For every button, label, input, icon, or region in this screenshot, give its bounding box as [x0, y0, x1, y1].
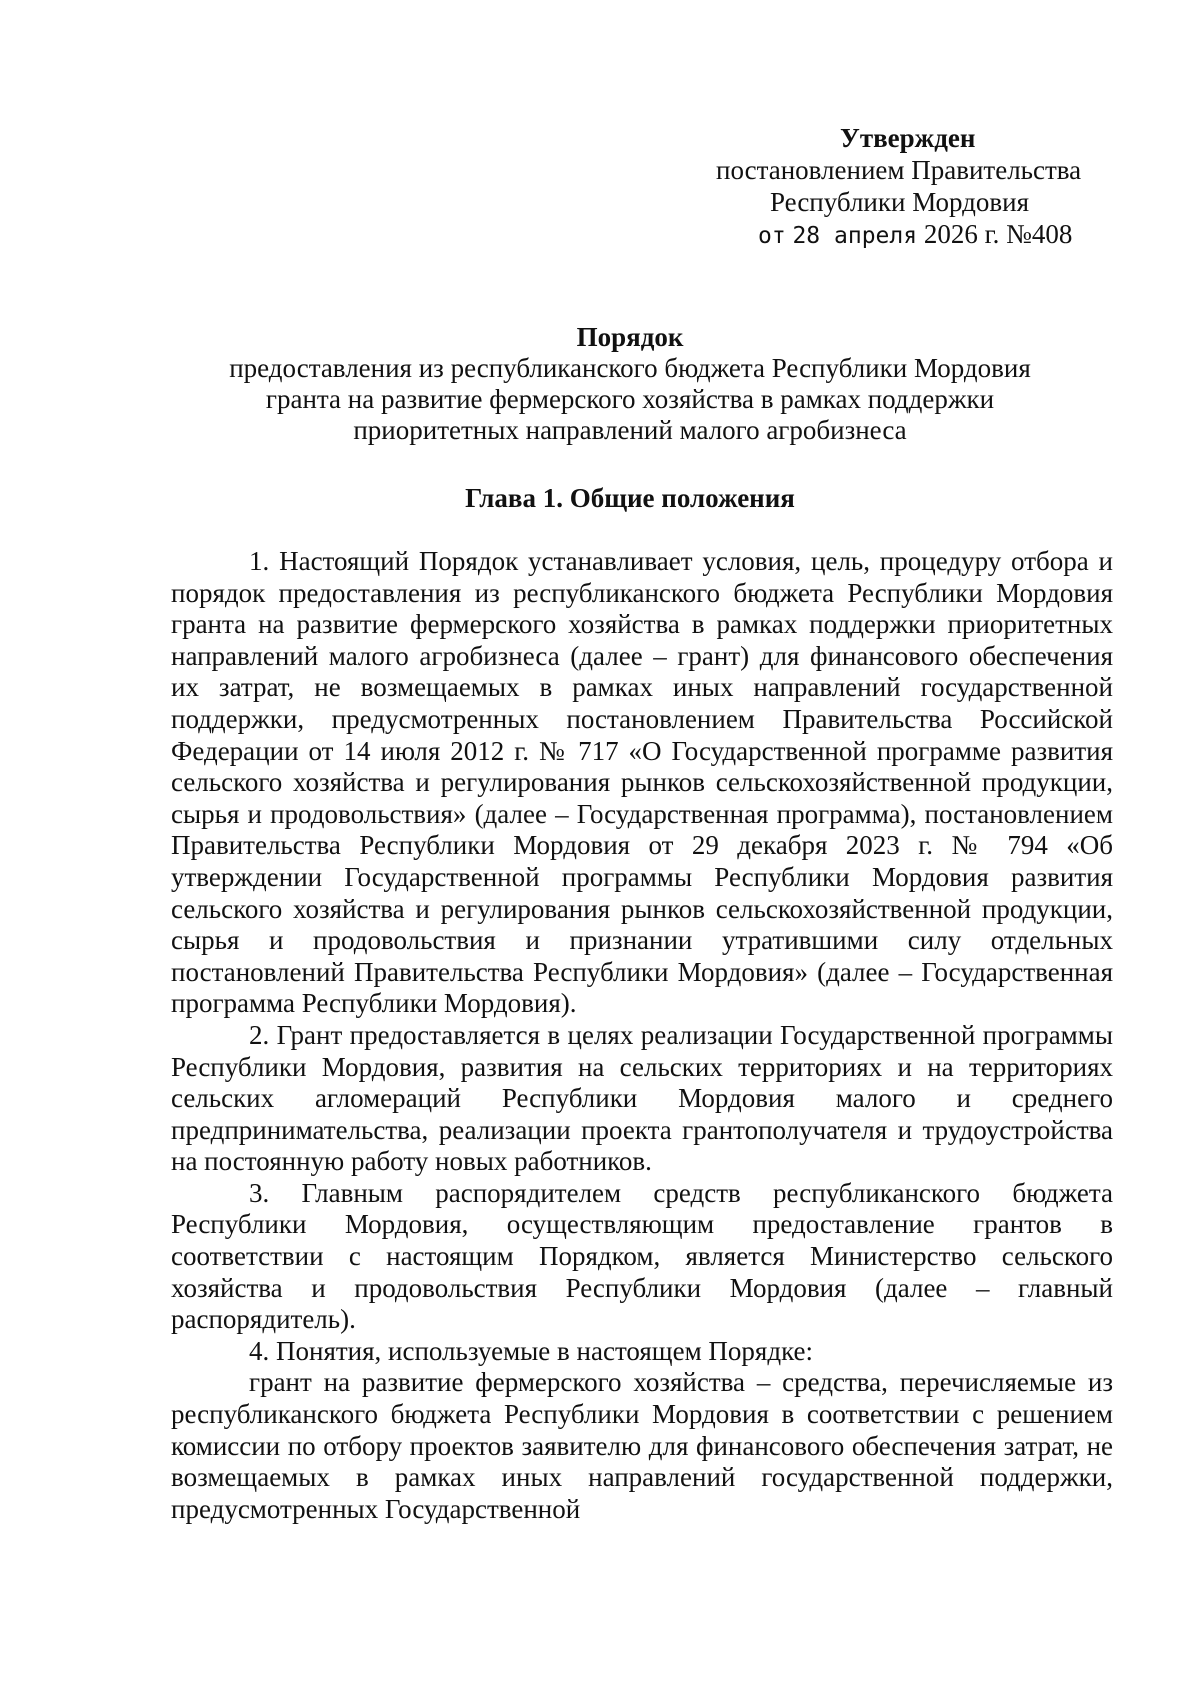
approval-date-day-month: 28 апреля: [792, 223, 918, 249]
paragraph-2: 2. Грант предоставляется в целях реализации Государственной программы Республики Мордовия, развития на сельских территориях и на территориях сельских агломераций Республики Мордовия малого и среднего предпринимательства, реализации проекта грантополучателя и трудоустройства на постоянную работу новых работников.: [171, 1019, 1113, 1177]
document-subtitle-line: гранта на развитие фермерского хозяйства в рамках поддержки: [265, 384, 995, 414]
chapter-heading: Глава 1. Общие положения: [465, 483, 795, 513]
paragraph-1: 1. Настоящий Порядок устанавливает условия, цель, процедуру отбора и порядок предоставления из республиканского бюджета Республики Мордовия гранта на развитие фермерского хозяйства в рамках поддержки приоритетных направлений малого агробизнеса (далее – грант) для финансового обеспечения их затрат, не возмещаемых в рамках иных направлений государственной поддержки, предусмотренных постановлением Правительства Российской Федерации от 14 июля 2012 г. № 717 «О Государственной программе развития сельского хозяйства и регулирования рынков сельскохозяйственной продукции, сырья и продовольствия» (далее – Государственная программа), постановлением Правительства Республики Мордовия от 29 декабря 2023 г. № 794 «Об утверждении Государственной программы Республики Мордовия развития сельского хозяйства и регулирования рынков сельскохозяйственной продукции, сырья и продовольствия и признании утратившими силу отдельных постановлений Правительства Республики Мордовия» (далее – Государственная программа Республики Мордовия).: [171, 546, 1113, 1019]
paragraph-3: 3. Главным распорядителем средств республиканского бюджета Республики Мордовия, осуществляющим предоставление грантов в соответствии с настоящим Порядком, является Министерство сельского хозяйства и продовольствия Республики Мордовия (далее – главный распорядитель).: [171, 1177, 1113, 1335]
paragraph-definition: грант на развитие фермерского хозяйства – средства, перечисляемые из республиканского бюджета Республики Мордовия в соответствии с решением комиссии по отбору проектов заявителю для финансового обеспечения затрат, не возмещаемых в рамках иных направлений государственной поддержки, предусмотренных Государственной: [171, 1367, 1113, 1524]
document-subtitle-line: предоставления из республиканского бюджета Республики Мордовия: [229, 353, 1031, 383]
paragraph-4: 4. Понятия, используемые в настоящем Порядке:: [249, 1335, 813, 1366]
document-title: Порядок: [576, 322, 684, 352]
approval-heading: Утвержден: [840, 123, 976, 153]
approval-line-resolution: постановлением Правительства: [716, 155, 1082, 185]
approval-date-line: [700, 218, 1120, 252]
approval-date-prefix: от: [758, 223, 786, 249]
approval-stamp: [700, 122, 1120, 252]
approval-line-republic: Республики Мордовия: [770, 187, 1030, 217]
document-title-block: [170, 322, 1090, 446]
approval-date-year: 2026 г.: [923, 219, 1000, 249]
document-subtitle-line: приоритетных направлений малого агробизнеса: [353, 415, 907, 445]
approval-number: №408: [1006, 219, 1073, 249]
document-body: [171, 546, 1113, 1525]
